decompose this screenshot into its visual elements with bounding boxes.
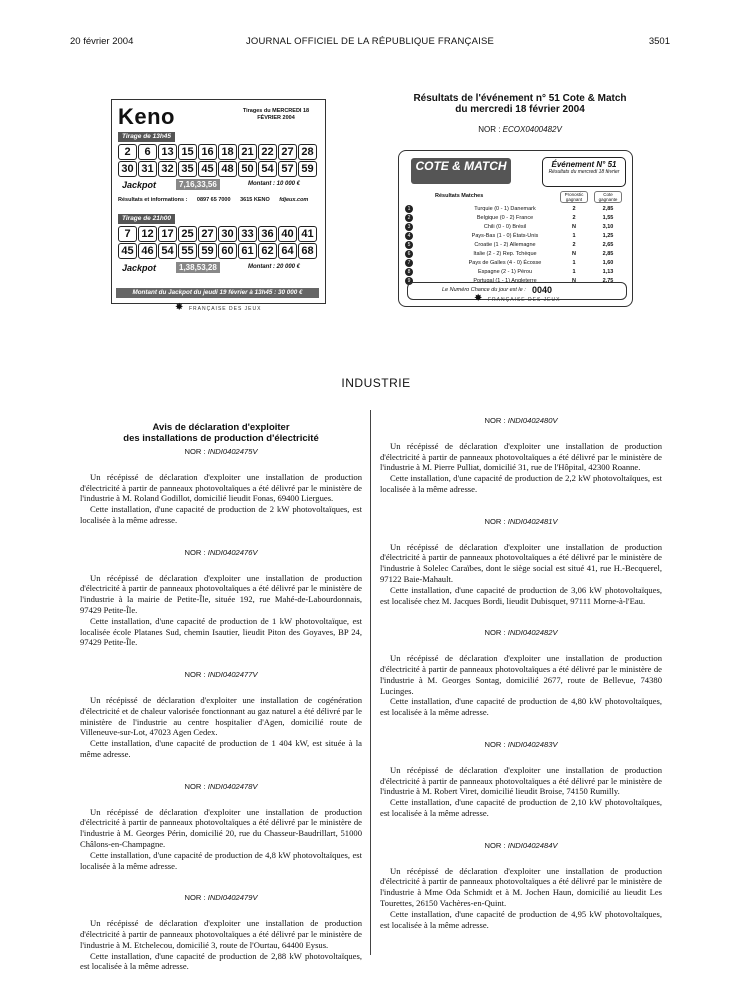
draw2-label: Tirage de 21h00 [118,214,175,224]
match-row [405,250,625,259]
article-paragraph: Un récépissé de déclaration d'exploiter une installation de cogénération d'électricité et de chaleur valorisée fonctionnant au gaz naturel a été délivré par le ministère de l'industrie au centre hospitalier d'Agen, domicilié route de Villeneuve-sur-Lot, 47023 Agen Cedex. [80,694,362,738]
fdj-star-icon: ✸ [474,293,483,304]
column-divider [370,410,371,955]
match-prono: N [572,251,576,257]
keno-ball: 61 [238,243,257,259]
keno-ball: 41 [298,226,317,242]
nor-code: INDI0402475V [207,447,258,456]
keno-ball: 57 [278,161,297,177]
keno-info [118,197,318,203]
match-row [405,268,625,277]
keno-ball: 36 [258,226,277,242]
keno-ball: 46 [138,243,157,259]
article-nor [380,841,662,852]
article [80,782,362,872]
article-nor [380,740,662,751]
match-cote: 2,65 [602,242,614,248]
keno-ball: 2 [118,144,137,160]
article-paragraph: Un récépissé de déclaration d'exploiter une installation de production d'électricité à partir de panneaux photovoltaïques a été délivré par le ministère de l'industrie à M. Robert Viret, domicilié lieudit Broise, 74150 Rumilly. [380,764,662,797]
cote-match-title-line1: Résultats de l'événement n° 51 Cote & Match [413,93,627,104]
match-name: Turquie (0 - 1) Danemark [474,206,536,212]
match-cote: 1,13 [602,269,614,275]
keno-ball: 31 [138,161,157,177]
match-cote: 2,85 [602,251,614,257]
nor-label: NOR : [484,739,506,749]
ball-icon: 2 [405,214,413,222]
match-name: Pays-Bas (1 - 0) États-Unis [471,233,539,239]
match-row [405,223,625,232]
draw2-row2 [118,243,317,259]
nor-code: INDI0402484V [507,840,558,850]
match-prono: 1 [572,269,576,275]
ball-icon: 1 [405,205,413,213]
cote-match-logo-text: COTE & MATCH [415,159,507,173]
match-cote: 3,10 [602,224,614,230]
keno-info-phone: 0897 65 7000 [196,197,231,203]
keno-ball: 27 [198,226,217,242]
nor-code: INDI0402476V [207,547,258,557]
article-nor [380,628,662,639]
article [80,447,362,526]
article-paragraph: Cette installation, d'une capacité de production de 4,8 kW photovoltaïques, est localisée à la même adresse. [80,849,362,871]
keno-ball: 48 [218,161,237,177]
article [80,670,362,760]
match-name: Italie (2 - 2) Rep. Tchèque [473,251,537,257]
event-title: Événement N° 51 [551,160,617,169]
cote-match-logo [411,158,511,184]
keno-ball: 12 [138,226,157,242]
keno-ball: 32 [158,161,177,177]
article-nor [380,416,662,427]
draw1-row2 [118,161,317,177]
draw1-row1 [118,144,317,160]
keno-ball: 55 [178,243,197,259]
header-date: 20 février 2004 [70,36,134,47]
event-box [542,157,626,187]
article-paragraph: Cette installation, d'une capacité de production de 4,95 kW photovoltaïques, est localisée à la même adresse. [380,908,662,930]
keno-ball: 27 [278,144,297,160]
journal-title: JOURNAL OFFICIEL DE LA RÉPUBLIQUE FRANÇAISE [245,36,495,47]
match-row [405,241,625,250]
article-paragraph: Cette installation, d'une capacité de production de 3,06 kW photovoltaïques, est localisée chez M. Jacques Bordi, lieudit Dubisquet, 97111 Morne-à-l'Eau. [380,584,662,606]
match-prono: N [572,224,576,230]
draw1-jackpot-label: Jackpot [122,180,157,190]
ball-icon: 7 [405,259,413,267]
article [380,740,662,819]
nor-code: INDI0402478V [207,781,258,791]
draw1-label: Tirage de 13h45 [118,132,175,142]
nor-label: NOR : [484,840,506,850]
article [380,841,662,931]
nor-code: INDI0402482V [507,628,558,638]
article-paragraph: Un récépissé de déclaration d'exploiter une installation de production d'électricité à partir de panneaux photovoltaïques a été délivré par le ministère de l'industrie à Mme Oda Schmidt et à M. Jochen Haun, domicilié au lieudit Les Tourettes, 26150 Vachères-en-Quint. [380,865,662,908]
section-title: INDUSTRIE [341,376,411,390]
match-prono: 1 [572,260,576,266]
nor-label: NOR : [478,125,501,134]
cote-match-card [398,150,633,307]
page-number: 3501 [648,36,670,47]
keno-ball: 68 [298,243,317,259]
article-paragraph: Cette installation, d'une capacité de production de 2,88 kW photovoltaïques, est localisée à la même adresse. [80,950,362,972]
keno-ball: 30 [118,161,137,177]
match-name: Pays de Galles (4 - 0) Écosse [468,260,542,266]
nor-label: NOR : [184,781,206,791]
article-paragraph: Un récépissé de déclaration d'exploiter une installation de production d'électricité à partir de panneaux photovoltaïques a été délivré par le ministère de l'industrie à Solelec Caraïbes, dont le siège social est situé 41, rue H.-Becquerel, 97122 Baie-Mahault. [380,541,662,584]
keno-ball: 15 [178,144,197,160]
nor-label: NOR : [484,416,506,425]
article-nor [80,782,362,793]
keno-ball: 62 [258,243,277,259]
article-paragraph: Cette installation, d'une capacité de production de 4,80 kW photovoltaïques, est localisée à la même adresse. [380,696,662,718]
keno-ball: 22 [258,144,277,160]
keno-footer: Montant du Jackpot du jeudi 19 février à 13h45 : 30 000 € [116,288,319,298]
keno-logo: Keno [118,104,175,129]
article-paragraph: Un récépissé de déclaration d'exploiter une installation de production d'électricité à partir de panneaux photovoltaïques a été délivré par le ministère de l'industrie à M. Pierre Pulliat, domicilié 31, rue de l'Hôpital, 42300 Roanne. [380,440,662,473]
match-cote: 1,60 [602,260,614,266]
article [380,416,662,495]
nor-label: NOR : [184,547,206,557]
ball-icon: 5 [405,241,413,249]
article-nor [80,548,362,559]
article-nor [380,517,662,528]
match-row [405,259,625,268]
match-cote: 2,85 [602,206,614,212]
article-paragraph: Un récépissé de déclaration d'exploiter une installation de production d'électricité à partir de panneaux photovoltaïques a été délivré par le ministère de l'industrie à M. Georges Périn, domicilié 20, rue du Chasseur-Baudrillart, 51000 Châlons-en-Champagne. [80,806,362,849]
matches-heading: Résultats Matches [435,193,484,199]
fdj-star-icon: ✸ [175,302,184,313]
article-paragraph: Cette installation, d'une capacité de production de 1 kW photovoltaïque, est localisée école Platanes Sud, chemin Isautier, lieudit Piton des Goyaves, BP 24, 97429 Petite-Île. [80,615,362,648]
keno-ball: 16 [198,144,217,160]
article-paragraph: Cette installation, d'une capacité de production de 2,10 kW photovoltaïques, est localisée à la même adresse. [380,797,662,818]
match-name: Belgique (0 - 2) France [476,215,534,221]
cote-match-title [390,93,650,115]
keno-ball: 18 [218,144,237,160]
article-paragraph: Cette installation, d'une capacité de production de 2 kW photovoltaïques, est localisée à la même adresse. [80,504,362,525]
event-subtitle: Résultats du mercredi 18 février [548,169,620,175]
keno-tirages-date: Tirages du MERCREDI 18 FÉVRIER 2004 [242,108,310,121]
article-paragraph: Un récépissé de déclaration d'exploiter une installation de production d'électricité à partir de panneaux photovoltaïques a été délivré par le ministère de l'industrie à la mairie de Petite-Île, située 192, rue Mahé-de-Labourdonnais, 97429 Petite-Île. [80,572,362,615]
keno-ball: 59 [298,161,317,177]
article-paragraph: Cette installation, d'une capacité de production de 2,2 kW photovoltaïques, est localisée à la même adresse. [380,473,662,494]
ball-icon: 9 [405,277,413,285]
left-column [80,410,362,994]
cote-match-title-line2: du mercredi 18 février 2004 [455,104,585,115]
match-prono: N [572,278,576,284]
match-cote: 1,25 [602,233,614,239]
keno-ball: 35 [178,161,197,177]
fdj-label: FRANÇAISE DES JEUX [189,306,262,312]
match-prono: 2 [572,242,576,248]
ball-icon: 4 [405,232,413,240]
nor-code: INDI0402477V [207,670,258,680]
match-name: Espagne (2 - 1) Pérou [477,269,533,275]
nor-code: INDI0402480V [507,416,558,425]
keno-ball: 50 [238,161,257,177]
article-paragraph: Un récépissé de déclaration d'exploiter une installation de production d'électricité à partir de panneaux photovoltaïques a été délivré par le ministère de l'industrie à M. Roland Godillot, domicilié lieudit Fonas, 69400 Liergues. [80,471,362,504]
ball-icon: 8 [405,268,413,276]
keno-ball: 64 [278,243,297,259]
match-cote: 2,75 [602,278,614,284]
keno-ball: 28 [298,144,317,160]
col-cote: Cote gagnante [594,191,622,203]
ball-icon: 3 [405,223,413,231]
keno-ball: 7 [118,226,137,242]
draw2-row1 [118,226,317,242]
ball-icon: 6 [405,250,413,258]
keno-ball: 54 [158,243,177,259]
match-prono: 2 [572,206,576,212]
keno-ball: 40 [278,226,297,242]
nor-label: NOR : [184,670,206,680]
keno-results [111,99,326,314]
article [380,628,662,718]
notice-title-line2: des installations de production d'électricité [123,433,319,444]
article [380,517,662,607]
nor-code: INDI0402481V [507,516,558,526]
article-paragraph: Un récépissé de déclaration d'exploiter une installation de production d'électricité à partir de panneaux photovoltaïques a été délivré par le ministère de l'industrie à M. Georges Sontag, domicilié 2677, route de Bellevue, 74380 Lucinges. [380,653,662,696]
nor-code: INDI0402483V [507,739,558,749]
article-nor [80,893,362,904]
nor-label: NOR : [484,628,506,638]
chance-label: Le Numéro Chance du jour est le : [442,287,526,293]
keno-ball: 21 [238,144,257,160]
keno-ball: 17 [158,226,177,242]
keno-ball: 13 [158,144,177,160]
article [80,893,362,972]
draw2-montant: Montant : 20 000 € [248,264,301,270]
keno-ball: 25 [178,226,197,242]
page-header [70,36,670,50]
nor-label: NOR : [184,447,206,456]
keno-ball: 59 [198,243,217,259]
nor-label: NOR : [184,893,206,903]
nor-code: INDI0402479V [207,893,258,903]
keno-info-minitel: 3615 KENO [240,197,270,203]
keno-ball: 45 [118,243,137,259]
keno-ball: 60 [218,243,237,259]
keno-info-label: Résultats et informations : [118,197,188,203]
match-prono: 1 [572,233,576,239]
chance-number: 0040 [532,285,553,295]
match-row [405,232,625,241]
article-paragraph: Un récépissé de déclaration d'exploiter une installation de production d'électricité à partir de panneaux photovoltaïques a été délivré par le ministère de l'industrie à M. Etchelecou, domicilié 3, route de l'Ourtau, 64400 Eysus. [80,918,362,950]
keno-ball: 33 [238,226,257,242]
nor-code: ECOX0400482V [502,125,562,134]
cote-match-nor [390,125,650,134]
draw2-jackpot-numbers: 1,38,53,28 [176,262,220,273]
keno-ball: 45 [198,161,217,177]
keno-card [111,99,326,304]
match-row [405,214,625,223]
draw2-jackpot-label: Jackpot [122,263,157,273]
article [80,548,362,648]
draw1-montant: Montant : 10 000 € [248,181,301,187]
right-column [380,410,662,952]
notice-title [80,422,362,444]
notice-title-line1: Avis de déclaration d'exploiter [152,422,290,433]
match-row [405,205,625,214]
match-name: Portugal (1 - 1) Angleterre [473,278,537,284]
article-nor [80,447,362,458]
match-prono: 2 [572,215,576,221]
match-cote: 1,55 [602,215,614,221]
nor-label: NOR : [484,516,506,526]
match-name: Chili (0 - 0) Brésil [483,224,527,230]
match-name: Croatie (1 - 2) Allemagne [474,242,536,248]
article-nor [80,670,362,681]
keno-info-site: fdjeux.com [279,197,309,203]
col-pronostic: Pronostic gagnant [560,191,588,203]
article-paragraph: Cette installation, d'une capacité de production de 1 404 kW, est située à la même adresse. [80,738,362,759]
keno-ball: 6 [138,144,157,160]
fdj-label: FRANÇAISE DES JEUX [488,297,561,303]
keno-ball: 54 [258,161,277,177]
keno-ball: 30 [218,226,237,242]
draw1-jackpot-numbers: 7,16,33,56 [176,179,220,190]
